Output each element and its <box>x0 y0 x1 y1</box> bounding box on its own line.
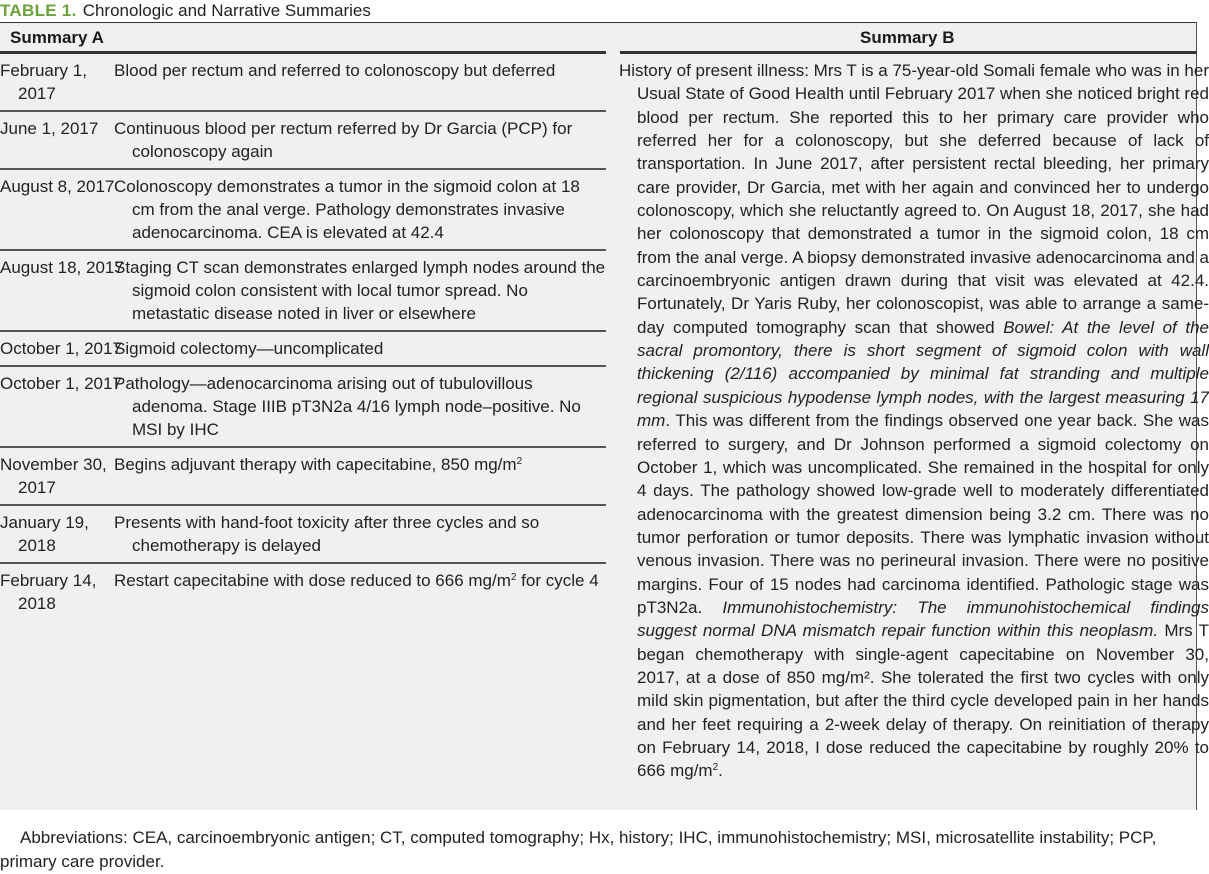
row-date: October 1, 2017 <box>0 339 122 358</box>
row-date: August 18, 2017 <box>0 258 124 277</box>
table-row <box>0 332 606 367</box>
event-text: Restart capecitabine with dose reduced to 666 mg/m <box>114 571 511 590</box>
row-event: Staging CT scan demonstrates enlarged lymph nodes around the sigmoid colon consistent with local tumor spread. No metastatic disease noted in liver or elsewhere <box>114 258 606 323</box>
narrative-text: History of present illness: Mrs T is a 75-year-old Somali female who was in her Usual State of Good Health until February 2017 when she noticed bright red blood per rectum. She reported this to her primary care provider who referred her for a colonoscopy, but she deferred because of lack of transportation. In June 2017, after persistent rectal bleeding, her primary care provider, Dr Garcia, met with her again and convinced her to undergo colonoscopy, which she reluctantly agreed to. On August 18, 2017, she had her colonoscopy that demonstrated a tumor in the sigmoid colon, 18 cm from the anal verge. A biopsy demonstrated invasive adenocarcinoma and a carcinoembryonic antigen drawn during that visit was elevated at 42.4. Fortunately, Dr Yaris Ruby, her colonoscopist, was able to arrange a same-day computed tomography scan that showed <box>619 61 1209 337</box>
row-date: October 1, 2017 <box>0 374 122 393</box>
table-row <box>0 564 606 620</box>
narrative-italic-ihc-finding: Immunohistochemistry: The immunohistochemical findings suggest normal DNA mismatch repair function within this neoplasm. <box>637 597 1209 641</box>
table-row <box>0 112 606 170</box>
superscript: 2 <box>510 572 517 583</box>
row-event: Sigmoid colectomy—uncomplicated <box>114 339 384 358</box>
abbreviations-line-1: Abbreviations: CEA, carcinoembryonic antigen; CT, computed tomography; Hx, history; IHC, immunohistochemistry; MSI, microsatellite instability; PCP, <box>20 828 1157 847</box>
row-date: June 1, 2017 <box>0 119 99 138</box>
table-label: TABLE 1. <box>0 1 77 20</box>
narrative-text: . <box>718 761 723 781</box>
summary-b-header: Summary B <box>860 28 955 47</box>
table-row <box>0 367 606 448</box>
abbreviations-line-2: primary care provider. <box>0 852 165 871</box>
superscript: 2 <box>712 762 719 774</box>
summary-a-table <box>0 54 606 620</box>
summary-b-narrative <box>619 59 1209 783</box>
row-event <box>114 448 606 504</box>
row-event: Blood per rectum and referred to colonoscopy but deferred <box>114 61 556 80</box>
table-row <box>0 54 606 112</box>
superscript: 2 <box>516 456 523 467</box>
summary-a-header: Summary A <box>10 28 104 47</box>
table-row <box>0 251 606 332</box>
row-date: January 19, 2018 <box>0 513 89 555</box>
table-caption <box>0 0 371 22</box>
event-text-tail: for cycle 4 <box>516 571 599 590</box>
row-date: November 30, 2017 <box>0 455 107 497</box>
narrative-italic-ct-finding: Bowel: At the level of the sacral promontory, there is short segment of sigmoid colon with wall thickening (2/116) accompanied by minimal fat stranding and multiple regional suspicious hypodense lymph nodes, with the largest measuring 17 mm <box>637 317 1209 431</box>
row-event: Continuous blood per rectum referred by Dr Garcia (PCP) for colonoscopy again <box>114 119 573 161</box>
table-row <box>0 448 606 506</box>
table-row <box>0 506 606 564</box>
narrative-text: . This was different from the findings observed one year back. She was referred to surgery, and Dr Johnson performed a sigmoid colectomy on October 1, which was uncomplicated. She remained in the hospital for only 4 days. The pathology showed low-grade well to moderately differentiated adenocarcinoma with the greatest dimension being 3.2 cm. There was no tumor perforation or tumor deposits. There was lymphatic invasion without venous invasion. There was no perineural invasion. There were no positive margins. Four of 15 nodes had carcinoma identified. Pathologic stage was pT3N2a. <box>637 411 1209 617</box>
event-text: Begins adjuvant therapy with capecitabine, 850 mg/m <box>114 455 517 474</box>
abbreviations-footnote <box>0 826 1198 874</box>
row-event <box>114 564 606 620</box>
row-event: Presents with hand-foot toxicity after three cycles and so chemotherapy is delayed <box>114 513 540 555</box>
narrative-text: Mrs T began chemotherapy with single-agent capecitabine on November 30, 2017, at a dose of 850 mg/m². She tolerated the first two cycles with only mild skin pigmentation, but after the third cycle developed pain in her hands and her feet requiring a 2-week delay of therapy. On reinitiation of therapy on February 14, 2018, I dose reduced the capecitabine by roughly 20% to 666 mg/m <box>637 621 1209 781</box>
row-event: Pathology—adenocarcinoma arising out of tubulovillous adenoma. Stage IIIB pT3N2a 4/16 lymph node–positive. No MSI by IHC <box>114 374 581 439</box>
row-date: August 8, 2017 <box>0 177 115 196</box>
row-event: Colonoscopy demonstrates a tumor in the sigmoid colon at 18 cm from the anal verge. Pathology demonstrates invasive adenocarcinoma. CEA is elevated at 42.4 <box>114 177 580 242</box>
row-date: February 14, 2018 <box>0 571 97 613</box>
table-row <box>0 170 606 251</box>
table-top-rule <box>0 22 1197 23</box>
table-title: Chronologic and Narrative Summaries <box>82 1 371 20</box>
summary-b-header-rule <box>620 51 1197 54</box>
row-date: February 1, 2017 <box>0 61 87 103</box>
